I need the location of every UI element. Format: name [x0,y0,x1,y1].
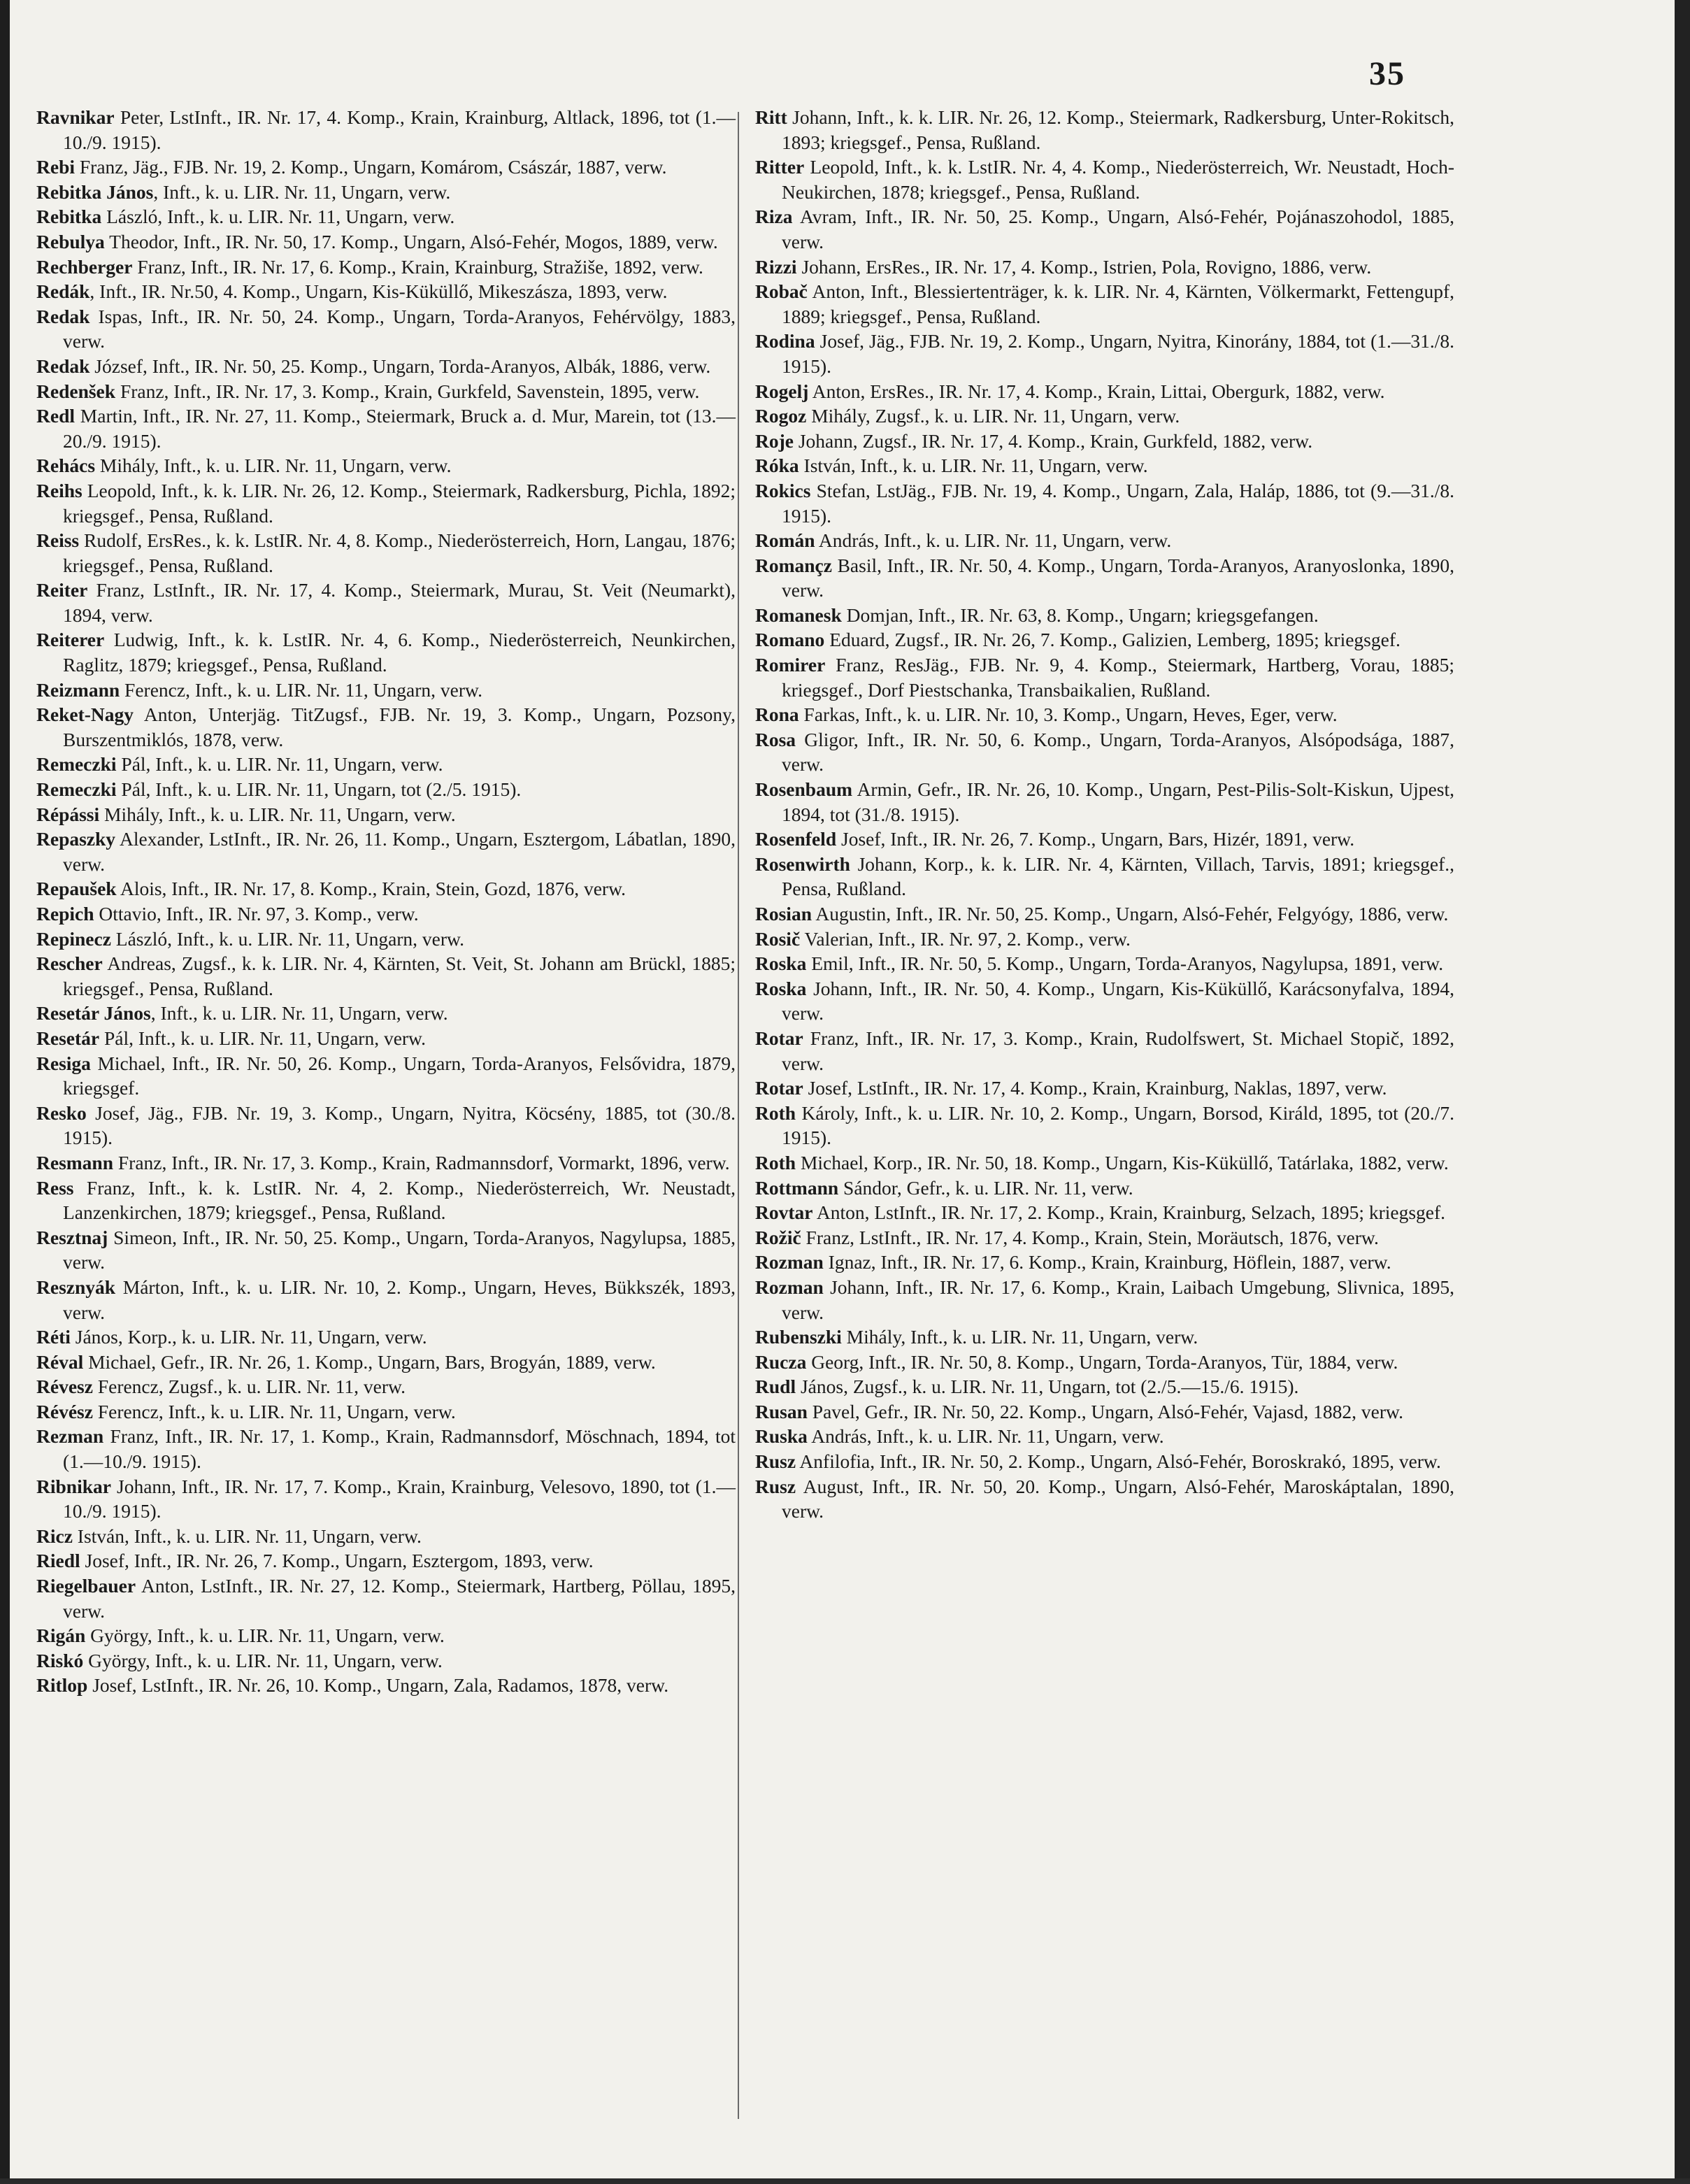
list-entry [36,1374,736,1399]
list-entry [36,155,736,180]
entry-surname: Rizzi [755,255,797,278]
list-entry [36,1623,736,1648]
entry-details: Károly, Inft., k. u. LIR. Nr. 10, 2. Komp., Ungarn, Borsod, Királd, 1895, tot (20./7. 1915). [782,1101,1454,1149]
entry-details: Martin, Inft., IR. Nr. 27, 11. Komp., Steiermark, Bruck a. d. Mur, Marein, tot (13.—20./9. 1915). [63,405,736,452]
list-entry [36,1524,736,1549]
entry-surname: Reket-Nagy [36,704,134,726]
entry-details: Franz, Jäg., FJB. Nr. 19, 2. Komp., Ungarn, Komárom, Császár, 1887, verw. [75,156,667,178]
list-entry [755,1374,1454,1399]
list-entry [755,951,1454,976]
entry-surname: Rezman [36,1425,104,1448]
list-entry [36,255,736,280]
entry-details: Leopold, Inft., k. k. LIR. Nr. 26, 12. Komp., Steiermark, Radkersburg, Pichla, 1892; kriegsgef., Pensa, Rußland. [63,479,736,527]
list-entry [755,1076,1454,1101]
entry-details: Johann, Korp., k. k. LIR. Nr. 4, Kärnten, Villach, Tarvis, 1891; kriegsgef., Pensa, Rußland. [782,852,1454,900]
list-entry [755,1225,1454,1250]
entry-surname: Resetár János [36,1002,151,1025]
list-entry [755,1474,1454,1524]
entry-details: Sándor, Gefr., k. u. LIR. Nr. 11, verw. [838,1176,1133,1199]
list-entry [36,1001,736,1026]
entry-details: Ignaz, Inft., IR. Nr. 17, 6. Komp., Krain, Krainburg, Höflein, 1887, verw. [823,1251,1391,1273]
entry-details: István, Inft., k. u. LIR. Nr. 11, Ungarn, verw. [72,1525,422,1547]
list-entry [36,229,736,255]
list-entry [36,627,736,677]
entry-details: Anton, LstInft., IR. Nr. 27, 12. Komp., Steiermark, Hartberg, Pöllau, 1895, verw. [63,1575,736,1622]
entry-surname: Roje [755,429,794,452]
entry-surname: Rudl [755,1376,796,1398]
scan-edge-left [0,0,10,2184]
list-entry [36,951,736,1001]
entry-details: Ferencz, Inft., k. u. LIR. Nr. 11, Ungarn, verw. [120,678,482,701]
entry-surname: Répássi [36,803,100,825]
list-entry [36,876,736,901]
entry-details: Andreas, Zugsf., k. k. LIR. Nr. 4, Kärnten, St. Veit, St. Johann am Brückl, 1885; kriegsgef., Pensa, Rußland. [63,952,736,999]
entry-surname: Rusan [755,1400,808,1422]
entry-details: Franz, Inft., IR. Nr. 17, 3. Komp., Krain, Gurkfeld, Savenstein, 1895, verw. [115,380,700,402]
entry-surname: Roth [755,1101,796,1124]
list-entry [36,1101,736,1150]
list-entry [36,827,736,876]
entry-details: Franz, Inft., IR. Nr. 17, 3. Komp., Krain, Radmannsdorf, Vormarkt, 1896, verw. [113,1151,730,1173]
entry-surname: Ricz [36,1525,73,1547]
entry-surname: Reiter [36,579,88,601]
page-number: 35 [1369,55,1405,92]
list-entry [755,702,1454,727]
list-entry [755,1275,1454,1325]
list-entry [36,1424,736,1473]
entry-surname: Redenšek [36,380,116,402]
entry-surname: Ritt [755,106,787,128]
list-entry [36,901,736,927]
entry-details: Anton, Unterjäg. TitZugsf., FJB. Nr. 19, 3. Komp., Ungarn, Pozsony, Burszentmiklós, 1878, verw. [63,704,736,750]
entry-details: Johann, Inft., IR. Nr. 17, 7. Komp., Krain, Krainburg, Velesovo, 1890, tot (1.—10./9. 1915). [63,1475,736,1522]
entry-surname: Ruska [755,1425,808,1448]
entry-surname: Roska [755,977,807,999]
entry-surname: Rosenbaum [755,778,853,801]
list-entry [755,329,1454,378]
list-entry [755,1449,1454,1474]
list-entry [755,1200,1454,1225]
entry-details: Emil, Inft., IR. Nr. 50, 5. Komp., Ungarn, Torda-Aranyos, Nagylupsa, 1891, verw. [806,952,1444,975]
entry-surname: Repaušek [36,878,117,900]
list-entry [36,379,736,404]
entry-details: Eduard, Zugsf., IR. Nr. 26, 7. Komp., Galizien, Lemberg, 1895; kriegsgef. [824,629,1401,651]
entry-details: Johann, Inft., IR. Nr. 50, 4. Komp., Ungarn, Kis-Küküllő, Karácsonyfalva, 1894, verw. [782,977,1454,1025]
entry-details: Georg, Inft., IR. Nr. 50, 8. Komp., Ungarn, Torda-Aranyos, Tür, 1884, verw. [806,1350,1398,1373]
entry-details: , Inft., IR. Nr.50, 4. Komp., Ungarn, Kis-Küküllő, Mikeszásza, 1893, verw. [89,280,668,303]
entry-details: Rudolf, ErsRes., k. k. LstIR. Nr. 4, 8. Komp., Niederösterreich, Horn, Langau, 1876; kriegsgef., Pensa, Rußland. [63,529,736,576]
entry-surname: Robač [755,280,808,303]
entry-details: László, Inft., k. u. LIR. Nr. 11, Ungarn, verw. [101,206,455,228]
entry-surname: Ribnikar [36,1475,111,1497]
entry-details: Michael, Korp., IR. Nr. 50, 18. Komp., Ungarn, Kis-Küküllő, Tatárlaka, 1882, verw. [796,1151,1449,1173]
entry-surname: Riskó [36,1649,84,1671]
entry-surname: Rovtar [755,1201,813,1224]
list-entry [36,927,736,952]
list-entry [36,204,736,229]
entry-surname: Rotar [755,1077,803,1099]
list-entry [36,702,736,752]
entry-surname: Ritter [755,156,805,178]
entry-details: Franz, LstInft., IR. Nr. 17, 4. Komp., Krain, Stein, Moräutsch, 1876, verw. [801,1226,1379,1248]
list-entry [755,976,1454,1026]
list-entry [755,1026,1454,1076]
entry-surname: Rozman [755,1251,824,1273]
entry-details: , Inft., k. u. LIR. Nr. 11, Ungarn, verw. [150,1002,448,1025]
entry-details: József, Inft., IR. Nr. 50, 25. Komp., Ungarn, Torda-Aranyos, Albák, 1886, verw. [89,355,711,377]
list-entry [36,1026,736,1051]
entry-surname: Riegelbauer [36,1575,136,1597]
entry-details: Domjan, Inft., IR. Nr. 63, 8. Komp., Ungarn; kriegsgefangen. [841,604,1319,626]
entry-details: György, Inft., k. u. LIR. Nr. 11, Ungarn, verw. [83,1649,443,1671]
entry-surname: Redák [36,280,90,303]
list-entry [755,603,1454,628]
entry-details: Augustin, Inft., IR. Nr. 50, 25. Komp., Ungarn, Alsó-Fehér, Felgyógy, 1886, verw. [812,903,1449,925]
list-entry [755,1150,1454,1176]
entry-surname: Révesz [36,1376,93,1398]
list-entry [755,1424,1454,1449]
entry-surname: Resetár [36,1027,100,1049]
entry-details: János, Zugsf., k. u. LIR. Nr. 11, Ungarn, tot (2./5.—15./6. 1915). [796,1376,1299,1398]
list-entry [755,279,1454,329]
entry-details: János, Korp., k. u. LIR. Nr. 11, Ungarn, verw. [70,1326,427,1348]
entry-details: Franz, Inft., IR. Nr. 17, 6. Komp., Krain, Krainburg, Stražiše, 1892, verw. [132,255,703,278]
entry-details: Ferencz, Zugsf., k. u. LIR. Nr. 11, verw. [92,1376,406,1398]
entry-details: Mihály, Inft., k. u. LIR. Nr. 11, Ungarn, verw. [99,803,456,825]
entry-surname: Reiss [36,529,80,552]
entry-surname: Rusz [755,1450,796,1473]
entry-surname: Riedl [36,1550,80,1572]
entry-surname: Rusz [755,1475,796,1497]
list-entry [755,105,1454,155]
right-column [755,105,1454,1524]
entry-surname: Rehács [36,455,96,477]
entry-details: August, Inft., IR. Nr. 50, 20. Komp., Ungarn, Alsó-Fehér, Maroskáptalan, 1890, verw. [782,1475,1454,1522]
list-entry [36,1275,736,1325]
list-entry [755,827,1454,852]
list-entry [36,1573,736,1623]
entry-surname: Román [755,529,815,552]
list-entry [36,354,736,379]
list-entry [755,453,1454,478]
entry-surname: Ritlop [36,1674,88,1697]
entry-surname: Rebulya [36,230,105,252]
entry-details: Armin, Gefr., IR. Nr. 26, 10. Komp., Ungarn, Pest-Pilis-Solt-Kiskun, Ujpest, 1894, tot (31./8. 1915). [782,778,1454,825]
entry-surname: Repinecz [36,927,111,950]
entry-details: Franz, Inft., IR. Nr. 17, 3. Komp., Krain, Rudolfswert, St. Michael Stopič, 1892, verw. [782,1027,1454,1074]
list-entry [36,678,736,703]
entry-details: Gligor, Inft., IR. Nr. 50, 6. Komp., Ungarn, Torda-Aranyos, Alsópodsága, 1887, verw. [782,728,1454,776]
entry-surname: Rožič [755,1226,801,1248]
entry-surname: Redak [36,355,90,377]
entry-surname: Rosič [755,927,801,950]
entry-surname: Roska [755,952,807,975]
list-entry [755,852,1454,901]
list-entry [755,1176,1454,1201]
list-entry [755,155,1454,204]
list-entry [36,1474,736,1524]
entry-surname: Rebitka János [36,180,154,203]
list-entry [755,429,1454,454]
entry-details: Anton, LstInft., IR. Nr. 17, 2. Komp., Krain, Krainburg, Selzach, 1895; kriegsgef. [812,1201,1446,1224]
list-entry [755,1101,1454,1150]
entry-surname: Repich [36,903,94,925]
entry-surname: Romirer [755,654,826,676]
entry-surname: Roth [755,1151,796,1173]
entry-details: Josef, Inft., IR. Nr. 26, 7. Komp., Ungarn, Esztergom, 1893, verw. [80,1550,594,1572]
entry-surname: Rosenwirth [755,852,850,875]
list-entry [36,404,736,453]
list-entry [36,1051,736,1101]
entry-details: Pál, Inft., k. u. LIR. Nr. 11, Ungarn, verw. [116,753,443,776]
entry-surname: Rosenfeld [755,828,837,850]
list-entry [36,1350,736,1375]
list-entry [36,105,736,155]
entry-surname: Reiterer [36,629,105,651]
list-entry [755,1350,1454,1375]
list-entry [36,1150,736,1176]
entry-details: Márton, Inft., k. u. LIR. Nr. 10, 2. Komp., Ungarn, Heves, Bükkszék, 1893, verw. [63,1276,736,1323]
entry-details: Alexander, LstInft., IR. Nr. 26, 11. Komp., Ungarn, Esztergom, Lábatlan, 1890, verw. [63,828,736,875]
list-entry [36,453,736,478]
list-entry [755,1250,1454,1275]
list-entry [755,652,1454,702]
entry-surname: Rebitka [36,206,102,228]
entry-surname: Rebi [36,156,75,178]
entry-surname: Redl [36,405,75,427]
entry-surname: Resznyák [36,1276,116,1298]
entry-details: Peter, LstInft., IR. Nr. 17, 4. Komp., Krain, Krainburg, Altlack, 1896, tot (1.—10./9. 1915). [63,106,736,153]
list-entry [36,1648,736,1673]
entry-details: Ottavio, Inft., IR. Nr. 97, 3. Komp., verw. [94,903,419,925]
entry-details: István, Inft., k. u. LIR. Nr. 11, Ungarn, verw. [799,455,1148,477]
entry-surname: Rigán [36,1625,86,1647]
entry-surname: Reihs [36,479,83,501]
entry-surname: Resmann [36,1151,114,1173]
entry-details: András, Inft., k. u. LIR. Nr. 11, Ungarn, verw. [815,529,1172,552]
entry-details: Basil, Inft., IR. Nr. 50, 4. Komp., Ungarn, Torda-Aranyos, Aranyoslonka, 1890, verw. [782,554,1454,601]
entry-surname: Rogoz [755,405,807,427]
scan-edge-right [1675,0,1690,2184]
list-entry [36,1325,736,1350]
entry-surname: Ravnikar [36,106,115,128]
list-entry [36,777,736,802]
list-entry [36,180,736,205]
entry-details: Johann, Zugsf., IR. Nr. 17, 4. Komp., Krain, Gurkfeld, 1882, verw. [793,429,1313,452]
list-entry [36,304,736,354]
entry-details: Pál, Inft., k. u. LIR. Nr. 11, Ungarn, tot (2./5. 1915). [116,778,522,801]
entry-surname: Rokics [755,479,811,501]
entry-details: Franz, Inft., IR. Nr. 17, 1. Komp., Krain, Radmannsdorf, Möschnach, 1894, tot (1.—10./9. 1915). [63,1425,736,1473]
list-entry [755,404,1454,429]
entry-surname: Riza [755,206,793,228]
entry-surname: Rottmann [755,1176,839,1199]
list-entry [755,478,1454,528]
list-entry [755,1325,1454,1350]
entry-surname: Rescher [36,952,103,975]
entry-surname: Repaszky [36,828,116,850]
entry-surname: Remeczki [36,753,117,776]
entry-surname: Ress [36,1176,74,1199]
entry-surname: Resztnaj [36,1226,108,1248]
list-entry [755,727,1454,777]
list-entry [36,802,736,827]
column-divider [738,112,739,2119]
entry-details: Ludwig, Inft., k. k. LstIR. Nr. 4, 6. Komp., Niederösterreich, Neunkirchen, Raglitz, 1879; kriegsgef., Pensa, Rußland. [63,629,736,676]
list-entry [755,1399,1454,1425]
entry-surname: Rucza [755,1350,807,1373]
entry-details: , Inft., k. u. LIR. Nr. 11, Ungarn, verw. [153,180,451,203]
list-entry [755,777,1454,827]
left-column [36,105,736,1698]
entry-surname: Réval [36,1350,84,1373]
entry-details: Simeon, Inft., IR. Nr. 50, 25. Komp., Ungarn, Torda-Aranyos, Nagylupsa, 1885, verw. [63,1226,736,1273]
entry-surname: Rodina [755,330,815,352]
entry-surname: Resko [36,1101,87,1124]
entry-surname: Révész [36,1400,93,1422]
entry-details: Josef, LstInft., IR. Nr. 17, 4. Komp., Krain, Krainburg, Naklas, 1897, verw. [803,1077,1387,1099]
entry-details: Alois, Inft., IR. Nr. 17, 8. Komp., Krain, Stein, Gozd, 1876, verw. [116,878,626,900]
entry-details: Franz, Inft., k. k. LstIR. Nr. 4, 2. Komp., Niederösterreich, Wr. Neustadt, Lanzenkirchen, 1879; kriegsgef., Pensa, Rußland. [63,1176,736,1224]
entry-details: Leopold, Inft., k. k. LstIR. Nr. 4, 4. Komp., Niederösterreich, Wr. Neustadt, Hoch-Neukirchen, 1878; kriegsgef., Pensa, Rußland. [782,156,1454,203]
entry-details: Josef, Jäg., FJB. Nr. 19, 3. Komp., Ungarn, Nyitra, Köcsény, 1885, tot (30./8. 1915). [63,1101,736,1149]
entry-surname: Romanesk [755,604,842,626]
entry-surname: Romançz [755,554,832,576]
entry-surname: Róka [755,455,799,477]
entry-details: Valerian, Inft., IR. Nr. 97, 2. Komp., verw. [800,927,1131,950]
list-entry [36,1548,736,1573]
entry-details: Josef, LstInft., IR. Nr. 26, 10. Komp., Ungarn, Zala, Radamos, 1878, verw. [87,1674,669,1697]
entry-details: Johann, ErsRes., IR. Nr. 17, 4. Komp., Istrien, Pola, Rovigno, 1886, verw. [796,255,1372,278]
entry-details: Michael, Inft., IR. Nr. 50, 26. Komp., Ungarn, Torda-Aranyos, Felsővidra, 1879, kriegsgef. [63,1052,736,1099]
list-entry [755,901,1454,927]
list-entry [36,1176,736,1225]
entry-details: Anfilofia, Inft., IR. Nr. 50, 2. Komp., Ungarn, Alsó-Fehér, Boroskrakó, 1895, verw. [796,1450,1441,1473]
list-entry [36,478,736,528]
entry-surname: Reizmann [36,678,120,701]
entry-surname: Rosian [755,903,812,925]
entry-details: András, Inft., k. u. LIR. Nr. 11, Ungarn, verw. [807,1425,1164,1448]
entry-details: Mihály, Inft., k. u. LIR. Nr. 11, Ungarn, verw. [95,455,452,477]
entry-details: Franz, ResJäg., FJB. Nr. 9, 4. Komp., Steiermark, Hartberg, Vorau, 1885; kriegsgef., Dorf Piestschanka, Transbaikalien, Rußland. [782,654,1454,701]
entry-details: Pavel, Gefr., IR. Nr. 50, 22. Komp., Ungarn, Alsó-Fehér, Vajasd, 1882, verw. [807,1400,1403,1422]
entry-surname: Resiga [36,1052,91,1074]
entry-details: Johann, Inft., IR. Nr. 17, 6. Komp., Krain, Laibach Umgebung, Slivnica, 1895, verw. [782,1276,1454,1323]
list-entry [36,752,736,777]
list-entry [36,279,736,304]
list-entry [755,255,1454,280]
entry-surname: Rosa [755,728,796,750]
entry-details: Josef, Inft., IR. Nr. 26, 7. Komp., Ungarn, Bars, Hizér, 1891, verw. [836,828,1355,850]
entry-details: Ferencz, Inft., k. u. LIR. Nr. 11, Ungarn, verw. [92,1400,456,1422]
entry-details: Mihály, Inft., k. u. LIR. Nr. 11, Ungarn, verw. [841,1326,1198,1348]
entry-surname: Rozman [755,1276,824,1298]
entry-details: Michael, Gefr., IR. Nr. 26, 1. Komp., Ungarn, Bars, Brogyán, 1889, verw. [83,1350,656,1373]
entry-surname: Réti [36,1326,71,1348]
entry-details: Johann, Inft., k. k. LIR. Nr. 26, 12. Komp., Steiermark, Radkersburg, Unter-Rokitsch, 1893; kriegsgef., Pensa, Rußland. [782,106,1454,153]
entry-details: Avram, Inft., IR. Nr. 50, 25. Komp., Ungarn, Alsó-Fehér, Pojánaszohodol, 1885, verw. [782,206,1454,252]
list-entry [36,1399,736,1425]
list-entry [755,204,1454,254]
entry-surname: Rechberger [36,255,133,278]
list-entry [755,553,1454,603]
entry-surname: Redak [36,305,90,327]
entry-surname: Rotar [755,1027,803,1049]
entry-details: Ispas, Inft., IR. Nr. 50, 24. Komp., Ungarn, Torda-Aranyos, Fehérvölgy, 1883, verw. [63,305,736,352]
entry-surname: Romano [755,629,825,651]
entry-details: Franz, LstInft., IR. Nr. 17, 4. Komp., Steiermark, Murau, St. Veit (Neumarkt), 1894, verw. [63,579,736,626]
list-entry [36,578,736,627]
entry-details: László, Inft., k. u. LIR. Nr. 11, Ungarn, verw. [110,927,464,950]
list-entry [755,627,1454,652]
entry-surname: Rona [755,704,799,726]
entry-details: Mihály, Zugsf., k. u. LIR. Nr. 11, Ungarn, verw. [806,405,1180,427]
list-entry [755,927,1454,952]
list-entry [36,1673,736,1698]
entry-details: Farkas, Inft., k. u. LIR. Nr. 10, 3. Komp., Ungarn, Heves, Eger, verw. [799,704,1338,726]
entry-details: Theodor, Inft., IR. Nr. 50, 17. Komp., Ungarn, Alsó-Fehér, Mogos, 1889, verw. [104,230,718,252]
scan-edge-bottom [0,2178,1690,2184]
entry-details: Anton, ErsRes., IR. Nr. 17, 4. Komp., Krain, Littai, Obergurk, 1882, verw. [808,380,1385,402]
entry-details: Anton, Inft., Blessiertenträger, k. k. LIR. Nr. 4, Kärnten, Völkermarkt, Fettengupf, 1889; kriegsgef., Pensa, Rußland. [782,280,1454,327]
list-entry [36,1225,736,1275]
entry-surname: Rubenszki [755,1326,842,1348]
entry-details: Josef, Jäg., FJB. Nr. 19, 2. Komp., Ungarn, Nyitra, Kinorány, 1884, tot (1.—31./8. 1915). [782,330,1454,377]
entry-surname: Remeczki [36,778,117,801]
list-entry [755,528,1454,553]
entry-surname: Rogelj [755,380,809,402]
list-entry [755,379,1454,404]
entry-details: Stefan, LstJäg., FJB. Nr. 19, 4. Komp., Ungarn, Zala, Haláp, 1886, tot (9.—31./8. 1915). [782,479,1454,527]
entry-details: Pál, Inft., k. u. LIR. Nr. 11, Ungarn, verw. [99,1027,427,1049]
list-entry [36,528,736,578]
entry-details: György, Inft., k. u. LIR. Nr. 11, Ungarn, verw. [85,1625,445,1647]
